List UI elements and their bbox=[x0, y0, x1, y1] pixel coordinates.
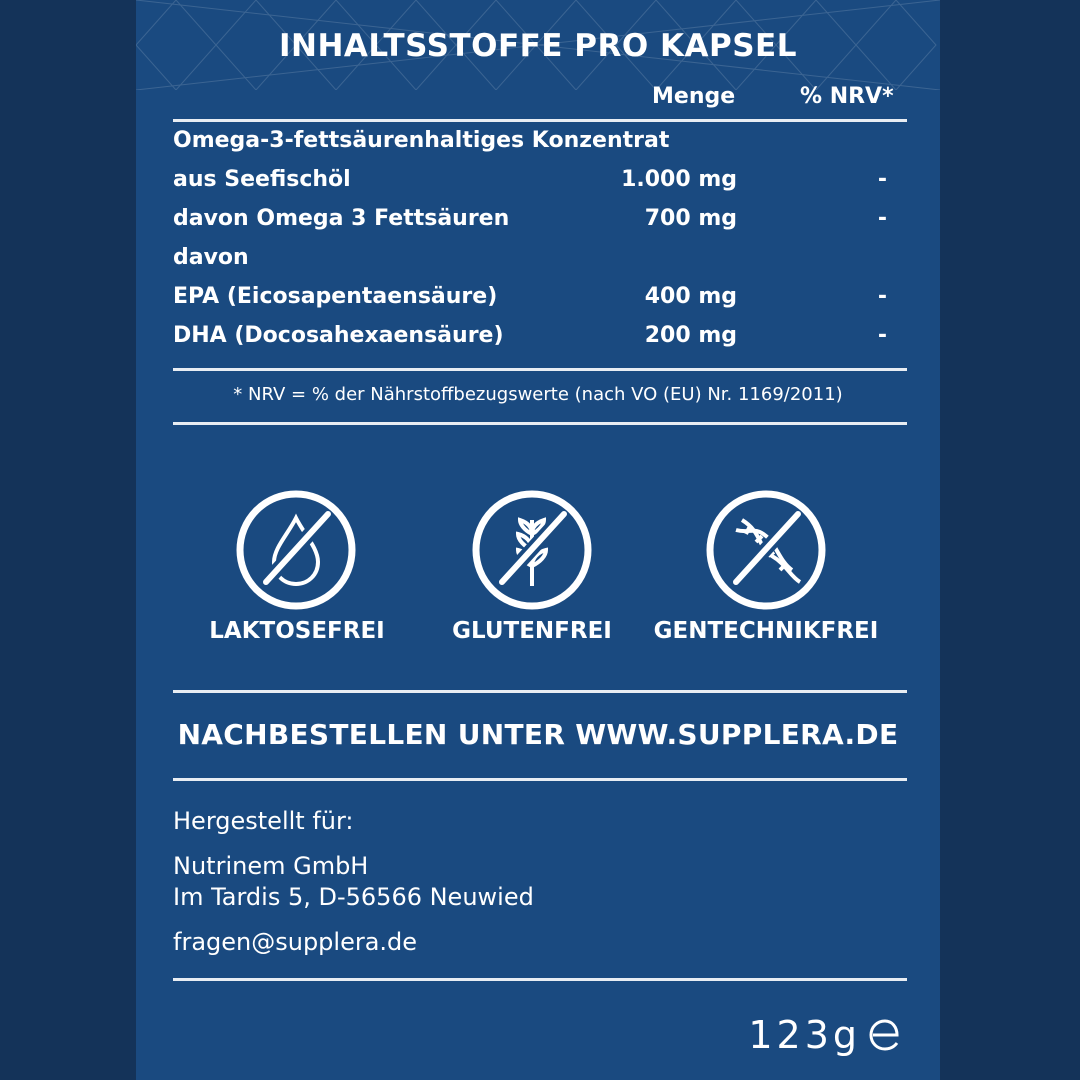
wheat-crossed-icon bbox=[472, 490, 592, 610]
weight-value: 123g bbox=[748, 1013, 861, 1057]
divider bbox=[173, 119, 907, 122]
right-margin bbox=[940, 0, 1080, 1080]
ingredient-amount: 700 mg bbox=[644, 206, 737, 231]
table-row bbox=[173, 167, 907, 203]
company-address: Im Tardis 5, D-56566 Neuwied bbox=[173, 883, 534, 911]
contact-email: fragen@supplera.de bbox=[173, 928, 418, 956]
ingredient-nrv: - bbox=[877, 323, 887, 348]
ingredient-nrv: - bbox=[877, 167, 887, 192]
ingredient-name: davon bbox=[173, 245, 249, 270]
ingredient-nrv: - bbox=[877, 206, 887, 231]
ingredient-name: Omega-3-fettsäurenhaltiges Konzentrat bbox=[173, 128, 670, 153]
ingredient-name: EPA (Eicosapentaensäure) bbox=[173, 284, 498, 309]
divider bbox=[173, 690, 907, 693]
net-weight bbox=[748, 1013, 905, 1057]
manufacturer-label: Hergestellt für: bbox=[173, 807, 354, 835]
badge-label-gmo-free: GENTECHNIKFREI bbox=[653, 618, 879, 644]
badge-label-lactose-free: LAKTOSEFREI bbox=[209, 618, 385, 644]
company-name: Nutrinem GmbH bbox=[173, 852, 369, 880]
table-row bbox=[173, 128, 907, 164]
column-header-nrv: % NRV* bbox=[800, 84, 894, 109]
ingredient-amount: 1.000 mg bbox=[621, 167, 737, 192]
ingredient-amount: 200 mg bbox=[644, 323, 737, 348]
drop-crossed-icon bbox=[236, 490, 356, 610]
left-margin bbox=[0, 0, 136, 1080]
table-row bbox=[173, 284, 907, 320]
table-row bbox=[173, 245, 907, 281]
dna-crossed-icon bbox=[706, 490, 826, 610]
column-header-amount: Menge bbox=[652, 84, 736, 109]
estimated-sign-icon bbox=[865, 1015, 905, 1055]
divider bbox=[173, 978, 907, 981]
ingredient-name: davon Omega 3 Fettsäuren bbox=[173, 206, 510, 231]
ingredient-name: DHA (Docosahexaensäure) bbox=[173, 323, 504, 348]
table-row bbox=[173, 206, 907, 242]
table-row bbox=[173, 323, 907, 359]
ingredient-name: aus Seefischöl bbox=[173, 167, 351, 192]
nrv-footnote: * NRV = % der Nährstoffbezugswerte (nach VO (EU) Nr. 1169/2011) bbox=[233, 384, 843, 405]
divider bbox=[173, 422, 907, 425]
ingredient-amount: 400 mg bbox=[644, 284, 737, 309]
page-title: INHALTSSTOFFE PRO KAPSEL bbox=[279, 28, 797, 64]
reorder-website: NACHBESTELLEN UNTER WWW.SUPPLERA.DE bbox=[177, 718, 899, 751]
divider bbox=[173, 778, 907, 781]
ingredient-nrv: - bbox=[877, 284, 887, 309]
badge-label-gluten-free: GLUTENFREI bbox=[452, 618, 612, 644]
divider bbox=[173, 368, 907, 371]
